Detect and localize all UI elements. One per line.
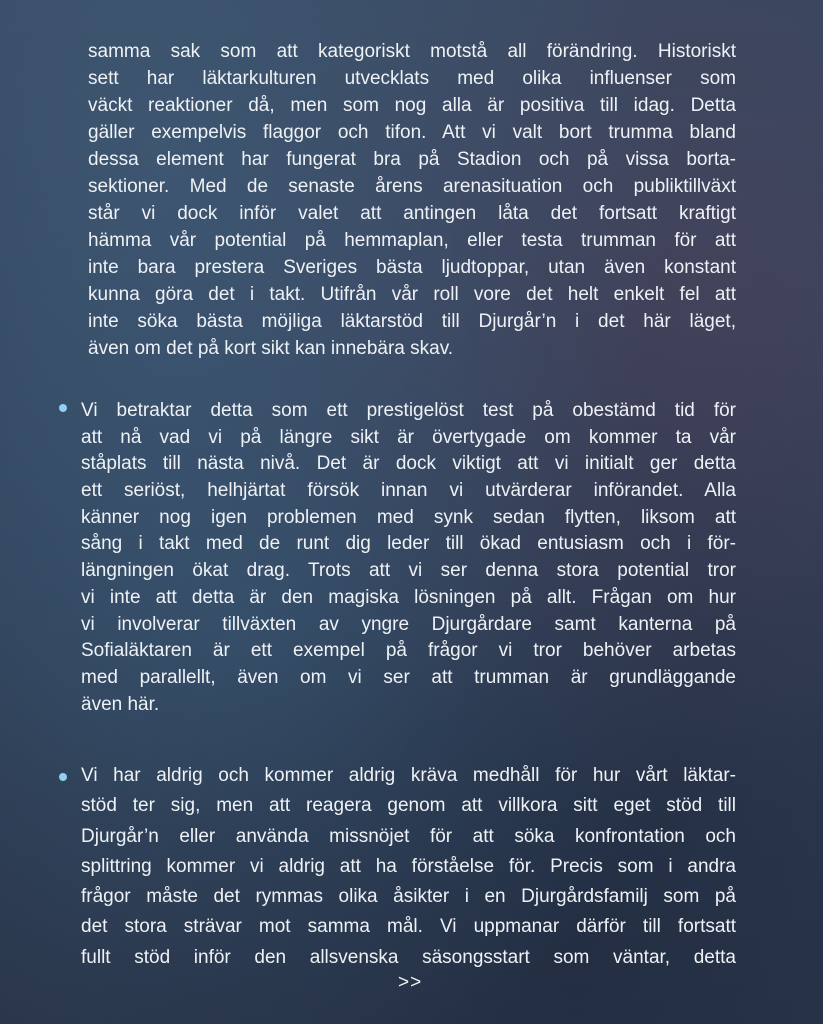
text-line: känner nog igen problemen med synk sedan flytten, liksom att	[81, 506, 736, 528]
text-line: längningen ökat drag. Trots att vi ser denna stora potential tror	[81, 560, 736, 582]
text-line: med parallellt, även om vi ser att trumman är grundläggande	[81, 666, 736, 688]
text-line: vi involverar tillväxten av yngre Djurgårdare samt kanterna på	[81, 613, 736, 635]
text-line: fullt stöd inför den allsvenska säsongsstart som väntar, detta	[81, 946, 736, 968]
text-line: Sofialäktaren är ett exempel på frågor vi tror behöver arbetas	[81, 640, 736, 662]
bullet-icon	[59, 404, 67, 412]
text-line: även här.	[81, 693, 160, 715]
text-line: kunna göra det i takt. Utifrån vår roll vore det helt enkelt fel att	[88, 284, 736, 305]
text-line: splittring kommer vi aldrig att ha förståelse för. Precis som i andra	[81, 855, 736, 877]
text-line: inte bara prestera Sveriges bästa ljudtoppar, utan även konstant	[88, 257, 736, 278]
bullet-item-1	[81, 398, 736, 718]
next-page-indicator: >>	[398, 972, 423, 993]
text-line: står vi dock inför valet att antingen låta det fortsatt kraftigt	[88, 203, 736, 224]
text-line: Vi betraktar detta som ett prestigelöst test på obestämd tid för	[81, 400, 736, 421]
text-line: sett har läktarkulturen utvecklats med olika influenser som	[88, 68, 736, 89]
text-line: det stora strävar mot samma mål. Vi uppmanar därför till fortsatt	[81, 916, 736, 938]
text-line: sektioner. Med de senaste årens arenasituation och publiktillväxt	[88, 176, 736, 197]
text-line: Djurgår’n eller använda missnöjet för att söka konfrontation och	[81, 825, 736, 847]
text-line: ståplats till nästa nivå. Det är dock viktigt att vi initialt ger detta	[81, 453, 736, 475]
text-line: hämma vår potential på hemmaplan, eller testa trumman för att	[88, 230, 736, 251]
text-line: gäller exempelvis flaggor och tifon. Att vi valt bort trumma bland	[88, 122, 736, 143]
text-line: väckt reaktioner då, men som nog alla är positiva till idag. Detta	[88, 95, 736, 116]
text-line: stöd ter sig, men att reagera genom att villkora sitt eget stöd till	[81, 795, 736, 817]
bullet-item-2	[81, 761, 736, 973]
text-line: även om det på kort sikt kan innebära skav.	[88, 338, 454, 359]
text-line: sång i takt med de runt dig leder till ökad entusiasm och i för-	[81, 533, 736, 555]
text-line: ett seriöst, helhjärtat försök innan vi utvärderar införandet. Alla	[81, 480, 736, 502]
intro-paragraph	[88, 38, 736, 362]
text-line: inte söka bästa möjliga läktarstöd till Djurgår’n i det här läget,	[88, 311, 736, 332]
text-line: dessa element har fungerat bra på Stadion och på vissa borta-	[88, 149, 736, 170]
bullet-icon	[59, 773, 67, 781]
text-line: att nå vad vi på längre sikt är övertygade om kommer ta vår	[81, 426, 736, 448]
text-line: vi inte att detta är den magiska lösningen på allt. Frågan om hur	[81, 586, 736, 608]
text-line: frågor måste det rymmas olika åsikter i en Djurgårdsfamilj som på	[81, 886, 736, 908]
text-line: Vi har aldrig och kommer aldrig kräva medhåll för hur vårt läktar-	[81, 765, 736, 786]
text-line: samma sak som att kategoriskt motstå all förändring. Historiskt	[88, 41, 736, 62]
